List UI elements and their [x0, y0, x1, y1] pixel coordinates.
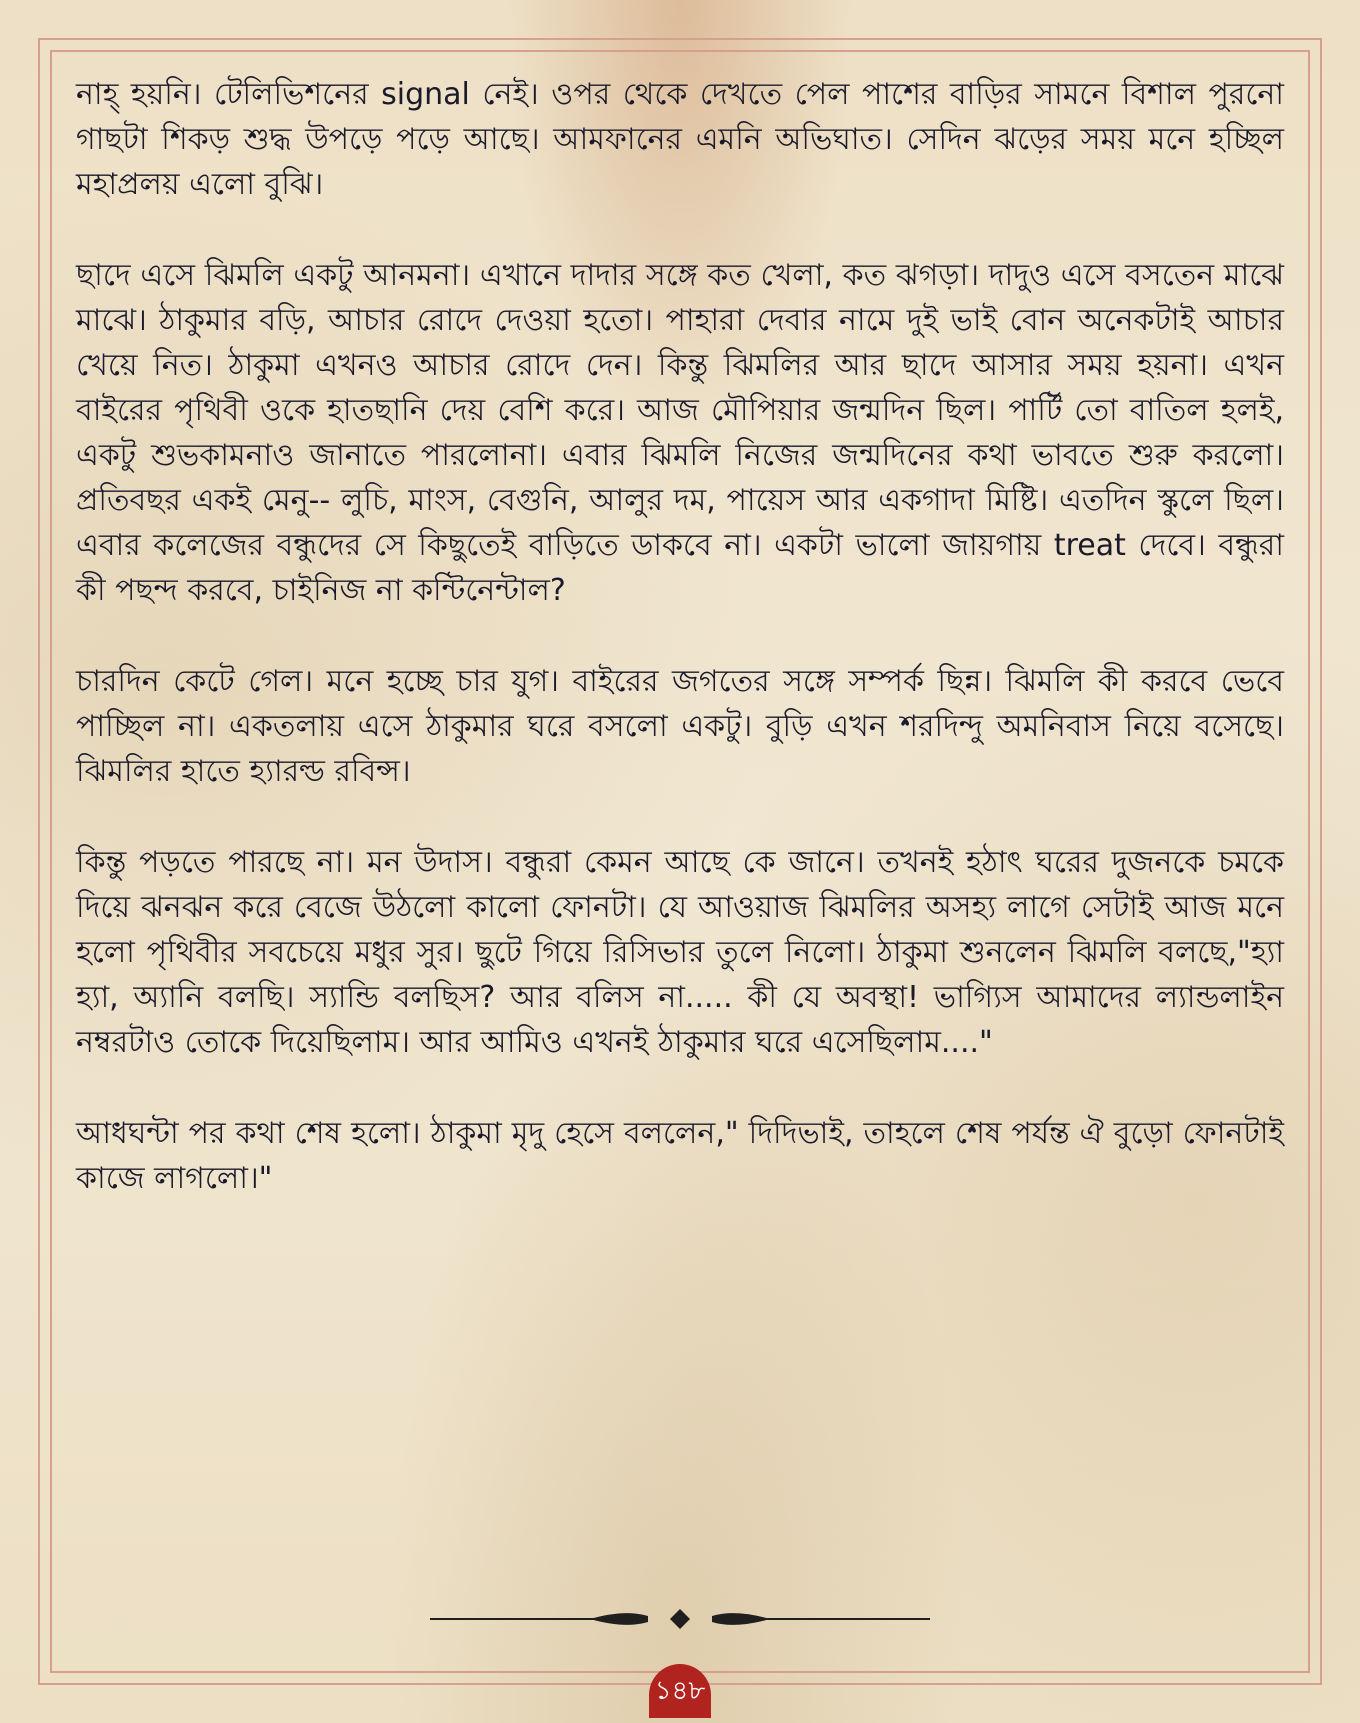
paragraph: কিন্তু পড়তে পারছে না। মন উদাস। বন্ধুরা কেমন আছে কে জানে। তখনই হঠাৎ ঘরের দুজনকে চমকে দিয়ে ঝনঝন করে বেজে উঠলো কালো ফোনটা। যে আওয়াজ ঝিমলির অসহ্য লাগে সেটাই আজ মনে হলো পৃথিবীর সবচেয়ে মধুর সুর। ছুটে গিয়ে রিসিভার তুলে নিলো। ঠাকুমা শুনলেন ঝিমলি বলছে,"হ্যা হ্যা, অ্যানি বলছি। স্যান্ডি বলছিস? আর বলিস না..... কী যে অবস্থা! ভাগ্যিস আমাদের ল্যান্ডলাইন নম্বরটাও তোকে দিয়েছিলাম। আর আমিও এখনই ঠাকুমার ঘরে এসেছিলাম...." — [76, 845, 1284, 1060]
divider-ornament — [430, 1604, 930, 1634]
paragraph: আধঘন্টা পর কথা শেষ হলো। ঠাকুমা মৃদু হেসে বললেন," দিদিভাই, তাহলে শেষ পর্যন্ত ঐ বুড়ো ফোনটাই কাজে লাগলো।" — [76, 1116, 1284, 1196]
story-text — [76, 72, 1284, 1247]
page-number-badge: ১৪৮ — [649, 1664, 711, 1718]
paragraph: চারদিন কেটে গেল। মনে হচ্ছে চার যুগ। বাইরের জগতের সঙ্গে সম্পর্ক ছিন্ন। ঝিমলি কী করবে ভেবে পাচ্ছিল না। একতলায় এসে ঠাকুমার ঘরে বসলো একটু। বুড়ি এখন শরদিন্দু অমনিবাস নিয়ে বসেছে। ঝিমলির হাতে হ্যারল্ড রবিন্স। — [76, 664, 1284, 789]
paragraph: নাহ্ হয়নি। টেলিভিশনের signal নেই। ওপর থেকে দেখতে পেল পাশের বাড়ির সামনে বিশাল পুরনো গাছটা শিকড় শুদ্ধ উপড়ে পড়ে আছে। আমফানের এমনি অভিঘাত। সেদিন ঝড়ের সময় মনে হচ্ছিল মহাপ্রলয় এলো বুঝি। — [76, 77, 1284, 202]
paragraph: ছাদে এসে ঝিমলি একটু আনমনা। এখানে দাদার সঙ্গে কত খেলা, কত ঝগড়া। দাদুও এসে বসতেন মাঝে মাঝে। ঠাকুমার বড়ি, আচার রোদে দেওয়া হতো। পাহারা দেবার নামে দুই ভাই বোন অনেকটাই আচার খেয়ে নিত। ঠাকুমা এখনও আচার রোদে দেন। কিন্তু ঝিমলির আর ছাদে আসার সময় হয়না। এখন বাইরের পৃথিবী ওকে হাতছানি দেয় বেশি করে। আজ মৌপিয়ার জন্মদিন ছিল। পার্টি তো বাতিল হলই, একটু শুভকামনাও জানাতে পারলোনা। এবার ঝিমলি নিজের জন্মদিনের কথা ভাবতে শুরু করলো। প্রতিবছর একই মেনু-- লুচি, মাংস, বেগুনি, আলুর দম, পায়েস আর একগাদা মিষ্টি। এতদিন স্কুলে ছিল। এবার কলেজের বন্ধুদের সে কিছুতেই বাড়িতে ডাকবে না। একটা ভালো জায়গায় treat দেবে। বন্ধুরা কী পছন্দ করবে, চাইনিজ না কন্টিনেন্টাল? — [76, 258, 1284, 608]
